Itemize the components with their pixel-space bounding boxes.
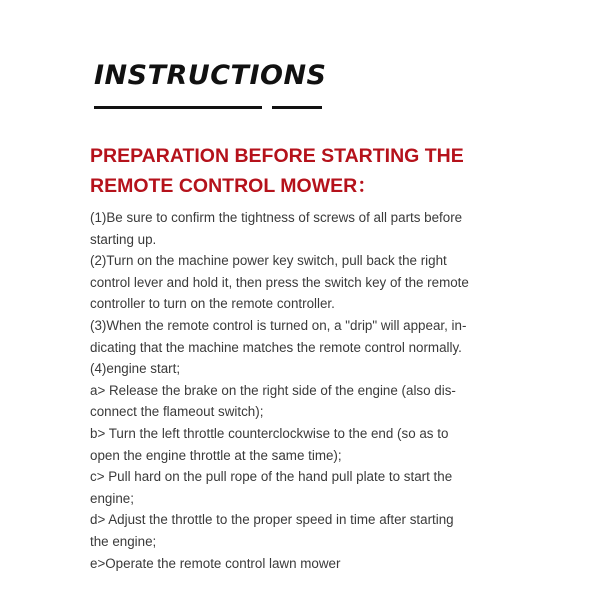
section-heading-line: REMOTE CONTROL MOWER： [90, 175, 377, 197]
title-underline-long [94, 106, 262, 109]
instruction-step-line: c> Pull hard on the pull rope of the hand pull plate to start the [90, 469, 453, 485]
page-title: INSTRUCTIONS [94, 60, 327, 91]
instruction-step [90, 207, 520, 250]
instruction-step [90, 466, 520, 509]
instruction-step-line: the engine; [90, 533, 157, 549]
instruction-step-line: (2)Turn on the machine power key switch, pull back the right [90, 253, 447, 269]
instruction-step-line: control lever and hold it, then press the switch key of the remote [90, 274, 469, 290]
instruction-step-line: starting up. [90, 231, 157, 247]
title-underline-short [272, 106, 322, 109]
instruction-step-line: (3)When the remote control is turned on, a "drip" will appear, in- [90, 317, 467, 333]
instruction-step [90, 315, 520, 358]
instruction-step-line: b> Turn the left throttle counterclockwise to the end (so as to [90, 425, 449, 441]
instruction-step [90, 358, 520, 380]
instruction-step-line: d> Adjust the throttle to the proper speed in time after starting [90, 512, 454, 528]
instruction-step-line: a> Release the brake on the right side of the engine (also dis- [90, 382, 456, 398]
instruction-step-line: engine; [90, 490, 134, 506]
instruction-steps [90, 207, 520, 574]
instruction-step-line: controller to turn on the remote controller. [90, 296, 335, 312]
instruction-step [90, 423, 520, 466]
instruction-step [90, 553, 520, 575]
instruction-step-line: e>Operate the remote control lawn mower [90, 555, 341, 571]
instruction-step-line: connect the flameout switch); [90, 404, 264, 420]
instruction-step-line: open the engine throttle at the same time); [90, 447, 342, 463]
instruction-step [90, 380, 520, 423]
instruction-step [90, 250, 520, 315]
instruction-step-line: (4)engine start; [90, 361, 181, 377]
instruction-step [90, 509, 520, 552]
section-heading [90, 141, 560, 201]
instruction-step-line: (1)Be sure to confirm the tightness of screws of all parts before [90, 210, 463, 225]
instruction-step-line: dicating that the machine matches the remote control normally. [90, 339, 462, 355]
section-heading-line: PREPARATION BEFORE STARTING THE [90, 145, 464, 167]
